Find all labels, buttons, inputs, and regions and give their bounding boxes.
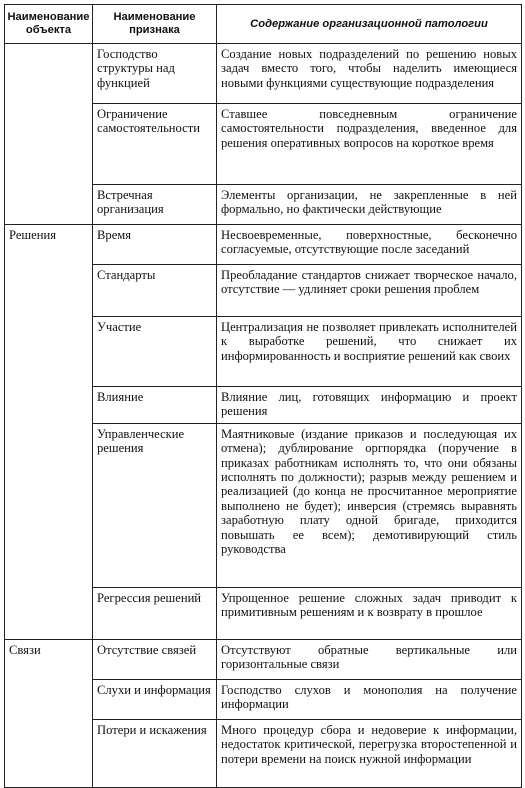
sign-cell: Управленческие решения: [93, 423, 217, 587]
content-cell: Господство слухов и монополия на получение информации: [217, 679, 522, 719]
sign-cell: Господство структуры над функцией: [93, 44, 217, 104]
sign-cell: Ограничение самостоятельности: [93, 104, 217, 185]
sign-cell: Потери и искажения: [93, 719, 217, 787]
header-object: Наименование объекта: [5, 5, 93, 44]
pathology-table: [4, 4, 522, 788]
content-cell: Несвоевременные, поверхностные, бесконечно согласуемые, отсутствующие после заседаний: [217, 225, 522, 265]
content-cell: Отсутствуют обратные вертикальные или горизонтальные связи: [217, 639, 522, 679]
object-cell: [5, 44, 93, 225]
content-cell: Элементы организации, не закрепленные в ней формально, но фактически действующие: [217, 185, 522, 225]
table-row: [5, 44, 522, 104]
object-cell: Решения: [5, 225, 93, 640]
table-row: [5, 225, 522, 265]
sign-cell: Отсутствие связей: [93, 639, 217, 679]
header-sign: Наименование признака: [93, 5, 217, 44]
sign-cell: Стандарты: [93, 265, 217, 317]
content-cell: Влияние лиц, готовящих информацию и проект решения: [217, 387, 522, 424]
header-row: [5, 5, 522, 44]
sign-cell: Время: [93, 225, 217, 265]
sign-cell: Встречная организация: [93, 185, 217, 225]
content-cell: Преобладание стандартов снижает творческое начало, отсутствие — удлиняет сроки решения проблем: [217, 265, 522, 317]
sign-cell: Влияние: [93, 387, 217, 424]
content-cell: Централизация не позволяет привлекать исполнителей к выработке решений, что снижает их информированность и восприятие решений как своих: [217, 317, 522, 387]
content-cell: Создание новых подразделений по решению новых задач вместо того, чтобы наделить имеющиеся новыми функциями существующие подразделения: [217, 44, 522, 104]
content-cell: Маятниковые (издание приказов и последующая их отмена); дублирование оргпорядка (поручение в приказах работникам исполнять то, что они обязаны исполнять по должности); разрыв между решением и реализацией (до конца не просчитанное мероприятие выполнено не будет); инверсия (стремясь выравнять заработную плату одной бригаде, приходится повышать ее всем); демотивирующий стиль руководства: [217, 423, 522, 587]
object-cell: Связи: [5, 639, 93, 787]
header-content: Содержание организационной патологии: [217, 5, 522, 44]
table-row: [5, 639, 522, 679]
sign-cell: Участие: [93, 317, 217, 387]
sign-cell: Слухи и информация: [93, 679, 217, 719]
content-cell: Ставшее повседневным ограничение самостоятельности подразделения, введенное для решения оперативных вопросов на короткое время: [217, 104, 522, 185]
content-cell: Много процедур сбора и недоверие к информации, недостаток критической, перегрузка второстепенной и потери времени на поиск нужной информации: [217, 719, 522, 787]
sign-cell: Регрессия решений: [93, 587, 217, 639]
content-cell: Упрощенное решение сложных задач приводит к примитивным решениям и к возврату в прошлое: [217, 587, 522, 639]
